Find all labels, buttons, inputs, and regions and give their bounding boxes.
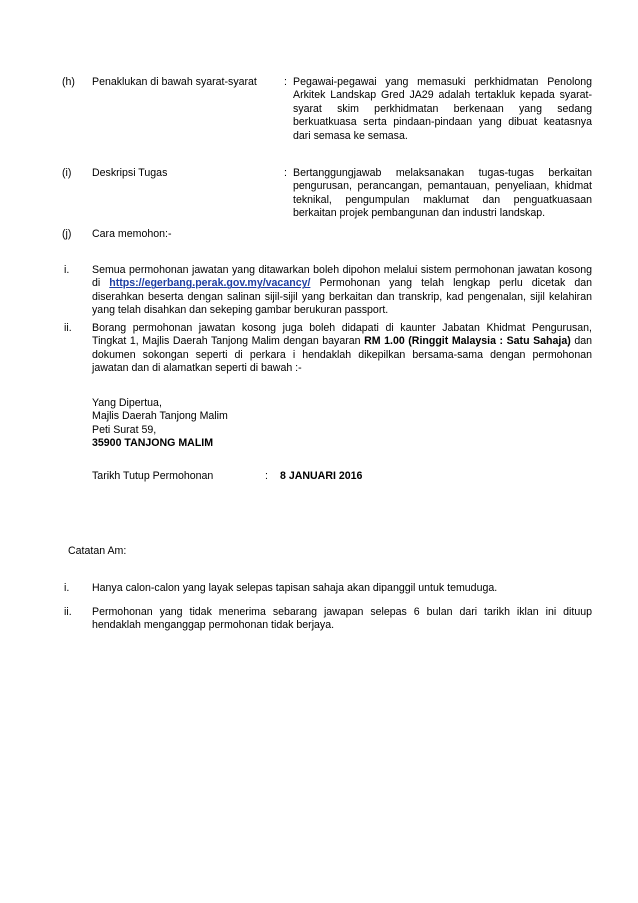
section-label: (j) <box>62 228 72 240</box>
section-description <box>293 167 592 221</box>
item-line: dokumen sokongan seperti di perkara i hendaklah dikepilkan bersama-sama dengan permohonan <box>92 348 592 361</box>
item-line: jawatan dan di alamatkan seperti di bawah :- <box>92 362 302 375</box>
item-number: i. <box>64 264 70 276</box>
item-line: diserahkan beserta dengan salinan sijil-sijil yang berkaitan dan transkrip, kad pengenalan, sijil kelahiran <box>92 290 592 303</box>
item-body <box>92 582 592 595</box>
item-line: Borang permohonan jawatan kosong juga boleh didapati di kaunter Jabatan Khidmat Pengurusan, <box>92 322 592 334</box>
item-line: Semua permohonan jawatan yang ditawarkan boleh dipohon melalui sistem permohonan jawatan kosong <box>92 264 592 276</box>
vacancy-link[interactable]: https://egerbang.perak.gov.my/vacancy/ <box>109 277 311 290</box>
item-line: yang telah disahkan dan sekeping gambar berukuran passport. <box>92 304 389 317</box>
item-line <box>92 335 592 348</box>
address-line: Yang Dipertua, <box>92 397 162 409</box>
section-description <box>293 76 592 143</box>
description-line: pengurusan, perancangan, pemantauan, penyeliaan, khidmat <box>293 180 592 193</box>
description-line: Bertanggungjawab melaksanakan tugas-tugas berkaitan <box>293 167 592 179</box>
description-line: Pegawai-pegawai yang memasuki perkhidmatan Penolong <box>293 76 592 88</box>
address-postcode: 35900 TANJONG MALIM <box>92 437 214 450</box>
description-line: syarat skim perkhidmatan berkenaan yang sedang <box>293 102 592 115</box>
notes-heading: Catatan Am: <box>68 545 127 557</box>
item-text: dan <box>574 335 592 348</box>
item-line: hendaklah menganggap permohonan tidak berjaya. <box>92 619 335 632</box>
item-text: Tingkat 1, Majlis Daerah Tanjong Malim dengan bayaran <box>92 335 361 348</box>
item-line <box>92 277 592 290</box>
closing-date-value: 8 JANUARI 2016 <box>280 470 363 482</box>
fee-amount: RM 1.00 (Ringgit Malaysia : Satu Sahaja) <box>364 335 571 348</box>
address-line: Majlis Daerah Tanjong Malim <box>92 410 228 423</box>
description-line: teknikal, pengumpulan maklumat dan penguatkuasaan <box>293 193 592 206</box>
description-line: berkaitan projek pembangunan dan industri landskap. <box>293 207 546 220</box>
item-text: di <box>92 277 101 290</box>
item-line: Permohonan yang tidak menerima sebarang jawapan selepas 6 bulan dari tarikh iklan ini dituup <box>92 606 592 618</box>
section-label: (h) <box>62 76 75 88</box>
item-number: ii. <box>64 322 72 334</box>
section-label: (i) <box>62 167 72 179</box>
section-title: Penaklukan di bawah syarat-syarat <box>92 76 257 88</box>
closing-date-label: Tarikh Tutup Permohonan <box>92 470 214 482</box>
item-body <box>92 606 592 633</box>
section-colon: : <box>284 167 287 179</box>
closing-date-colon: : <box>265 470 268 482</box>
description-line: Arkitek Landskap Gred JA29 adalah tertakluk kepada syarat- <box>293 89 592 102</box>
description-line: berkuatkuasa serta pindaan-pindaan yang dibuat keatasnya <box>293 116 592 129</box>
address-line: Peti Surat 59, <box>92 423 157 436</box>
item-number: i. <box>64 582 70 594</box>
item-body <box>92 264 592 318</box>
item-line: Hanya calon-calon yang layak selepas tapisan sahaja akan dipanggil untuk temuduga. <box>92 582 498 594</box>
section-colon: : <box>284 76 287 88</box>
item-body <box>92 322 592 376</box>
description-line: dari semasa ke semasa. <box>293 129 408 142</box>
mailing-address <box>92 397 228 451</box>
section-title: Cara memohon:- <box>92 228 172 240</box>
section-title: Deskripsi Tugas <box>92 167 168 179</box>
item-text: Permohonan yang telah lengkap perlu dicetak dan <box>319 277 592 290</box>
item-number: ii. <box>64 606 72 618</box>
